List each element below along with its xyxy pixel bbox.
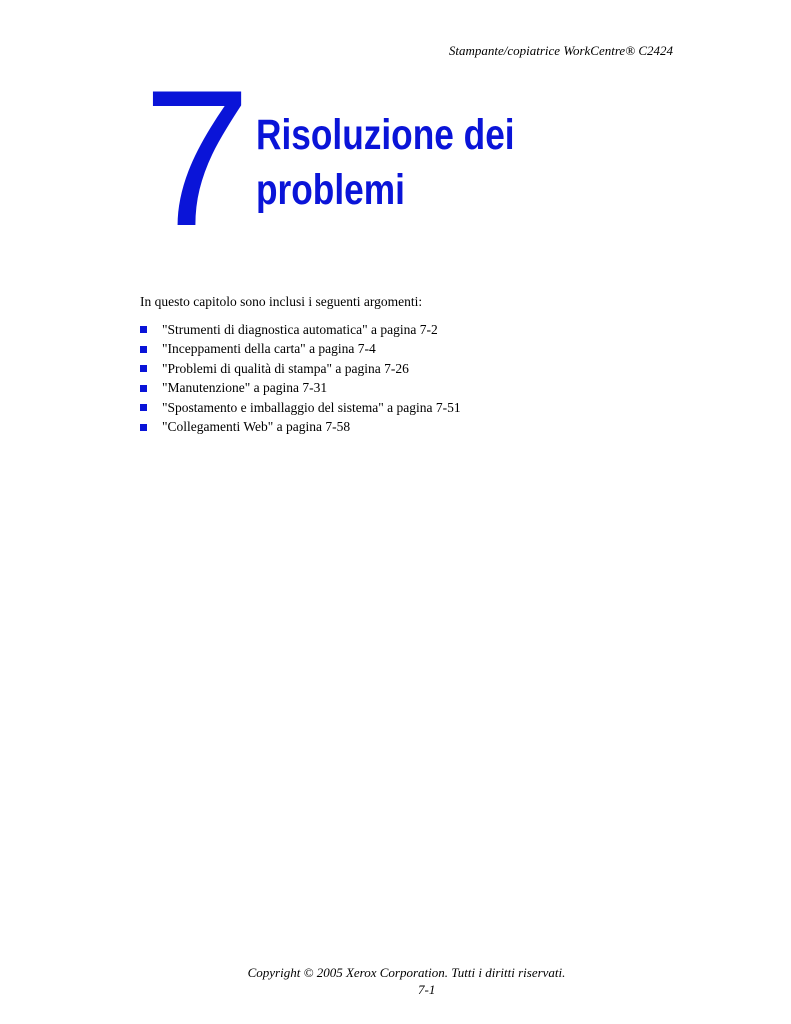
running-header: Stampante/copiatrice WorkCentre® C2424 xyxy=(448,43,673,58)
topic-link[interactable]: "Spostamento e imballaggio del sistema" a pagina 7-51 xyxy=(162,399,461,415)
list-item xyxy=(140,359,461,379)
square-bullet-icon xyxy=(140,346,147,353)
square-bullet-icon xyxy=(140,365,147,372)
chapter-title xyxy=(256,108,515,218)
chapter-title-line-1: Risoluzione dei xyxy=(256,111,515,159)
list-item xyxy=(140,320,461,340)
page-footer xyxy=(0,964,791,998)
square-bullet-icon xyxy=(140,385,147,392)
chapter-number: 7 xyxy=(143,50,247,267)
page-number: 7-1 xyxy=(418,982,436,997)
intro-text: In questo capitolo sono inclusi i seguenti argomenti: xyxy=(140,294,423,309)
square-bullet-icon xyxy=(140,424,147,431)
list-item xyxy=(140,379,461,399)
list-item xyxy=(140,398,461,418)
list-item xyxy=(140,340,461,360)
square-bullet-icon xyxy=(140,326,147,333)
topic-link[interactable]: "Collegamenti Web" a pagina 7-58 xyxy=(162,419,351,435)
topic-list xyxy=(140,320,461,437)
topic-link[interactable]: "Problemi di qualità di stampa" a pagina 7-26 xyxy=(162,360,409,376)
list-item xyxy=(140,418,461,438)
topic-link[interactable]: "Strumenti di diagnostica automatica" a pagina 7-2 xyxy=(162,321,438,337)
copyright-notice: Copyright © 2005 Xerox Corporation. Tutti i diritti riservati. xyxy=(247,965,566,980)
chapter-title-line-2: problemi xyxy=(256,166,405,214)
square-bullet-icon xyxy=(140,404,147,411)
topic-link[interactable]: "Inceppamenti della carta" a pagina 7-4 xyxy=(162,341,376,357)
topic-link[interactable]: "Manutenzione" a pagina 7-31 xyxy=(162,380,328,396)
